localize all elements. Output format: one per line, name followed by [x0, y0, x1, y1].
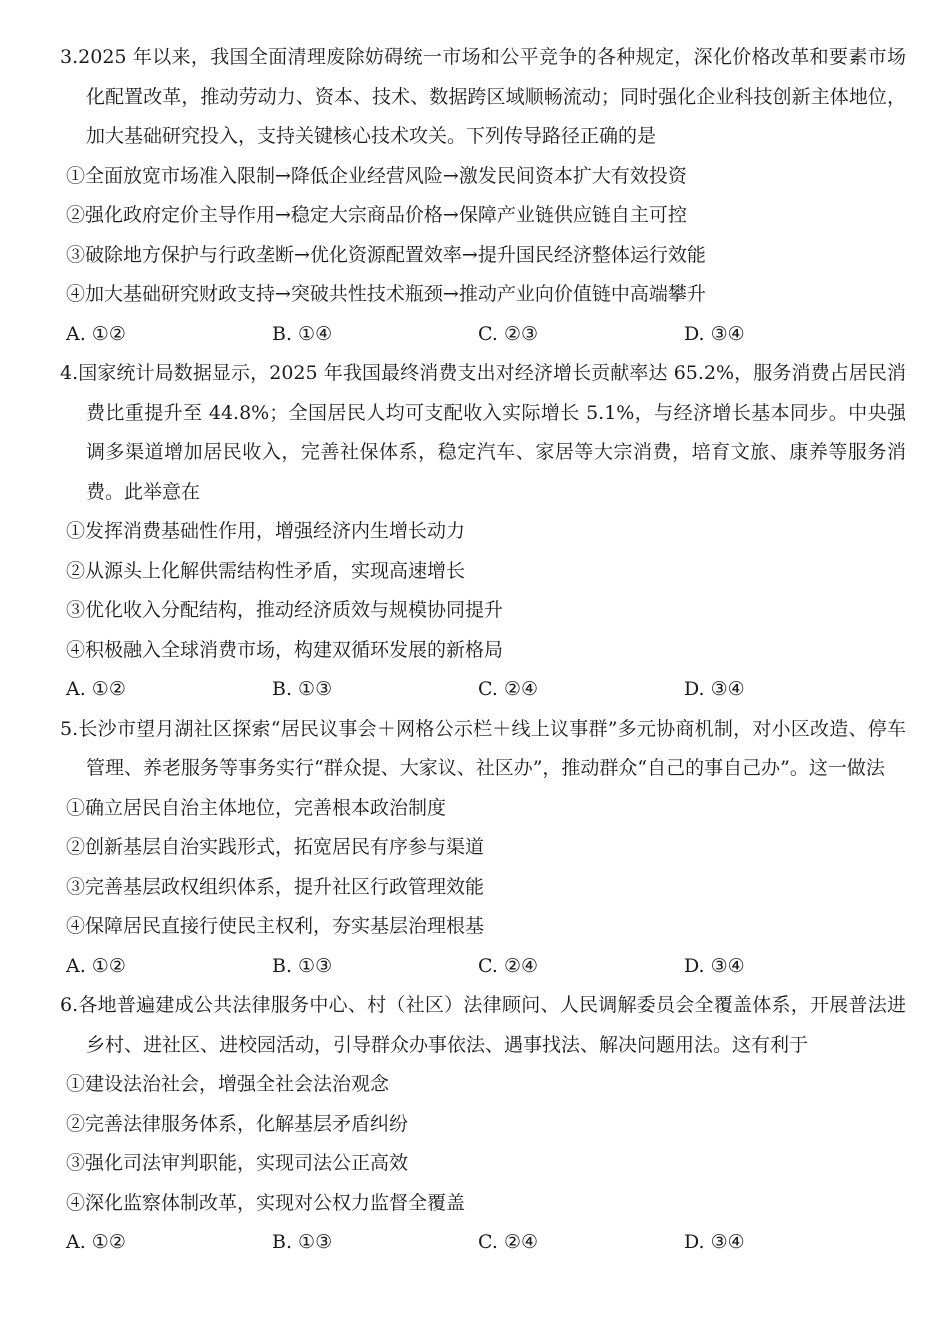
answer-choices [60, 670, 906, 710]
option-2: ②从源头上化解供需结构性矛盾，实现高速增长 [66, 559, 466, 582]
choice-b[interactable]: B. ①③ [272, 954, 333, 977]
question-text: 国家统计局数据显示，2025 年我国最终消费支出对经济增长贡献率达 65.2%，服务消费占居民消费比重提升至 44.8%；全国居民人均可支配收入实际增长 5.1%，与经济增长基本同步。中央强调多渠道增加居民收入，完善社保体系，稳定汽车、家居等大宗消费，培育文旅、康养等服务消费。此举意在 [78, 362, 906, 503]
question-4 [60, 354, 906, 710]
option-3: ③优化收入分配结构，推动经济质效与规模协同提升 [66, 599, 504, 621]
option-1: ①确立居民自治主体地位，完善根本政治制度 [66, 796, 447, 819]
question-number: 5. [60, 717, 79, 740]
question-text: 各地普遍建成公共法律服务中心、村（社区）法律顾问、人民调解委员会全覆盖体系，开展普法进乡村、进社区、进校园活动，引导群众办事依法、遇事找法、解决问题用法。这有利于 [78, 994, 906, 1056]
question-5 [60, 710, 906, 987]
option-3: ③强化司法审判职能，实现司法公正高效 [66, 1152, 409, 1174]
choice-c[interactable]: C. ②③ [478, 322, 539, 345]
question-text: 2025 年以来，我国全面清理废除妨碍统一市场和公平竞争的各种规定，深化价格改革和要素市场化配置改革，推动劳动力、资本、技术、数据跨区域顺畅流动；同时强化企业科技创新主体地位，加大基础研究投入，支持关键核心技术攻关。下列传导路径正确的是 [78, 46, 906, 147]
question-6 [60, 986, 906, 1263]
answer-choices [60, 947, 906, 987]
option-4: ④加大基础研究财政支持→突破共性技术瓶颈→推动产业向价值链中高端攀升 [66, 283, 706, 305]
question-3 [60, 38, 906, 354]
option-2: ②创新基层自治实践形式，拓宽居民有序参与渠道 [66, 836, 485, 858]
choice-b[interactable]: B. ①④ [272, 322, 333, 345]
answer-choices [60, 315, 906, 355]
question-text: 长沙市望月湖社区探索“居民议事会＋网格公示栏＋线上议事群”多元协商机制，对小区改造、停车管理、养老服务等事务实行“群众提、大家议、社区办”，推动群众“自己的事自己办”。这一做法 [78, 717, 906, 779]
choice-c[interactable]: C. ②④ [478, 1231, 539, 1253]
question-number: 4. [60, 362, 79, 384]
option-4: ④积极融入全球消费市场，构建双循环发展的新格局 [66, 638, 504, 661]
choice-a[interactable]: A. ①② [66, 1231, 126, 1253]
question-stem [60, 354, 906, 512]
choice-d[interactable]: D. ③④ [684, 954, 745, 977]
option-2: ②完善法律服务体系，化解基层矛盾纠纷 [66, 1112, 409, 1135]
choice-b[interactable]: B. ①③ [272, 1231, 333, 1253]
question-number: 3. [60, 46, 79, 68]
choice-d[interactable]: D. ③④ [684, 322, 745, 345]
choice-b[interactable]: B. ①③ [272, 678, 333, 700]
question-stem [60, 986, 906, 1065]
option-4: ④保障居民直接行使民主权利，夯实基层治理根基 [66, 915, 485, 937]
choice-c[interactable]: C. ②④ [478, 954, 539, 977]
question-stem [60, 38, 906, 157]
option-4: ④深化监察体制改革，实现对公权力监督全覆盖 [66, 1191, 466, 1214]
choice-d[interactable]: D. ③④ [684, 678, 745, 700]
choice-c[interactable]: C. ②④ [478, 678, 539, 700]
question-stem [60, 710, 906, 789]
answer-choices [60, 1223, 906, 1263]
option-2: ②强化政府定价主导作用→稳定大宗商品价格→保障产业链供应链自主可控 [66, 204, 687, 226]
option-3: ③完善基层政权组织体系，提升社区行政管理效能 [66, 875, 485, 898]
option-1: ①发挥消费基础性作用，增强经济内生增长动力 [66, 520, 466, 542]
choice-a[interactable]: A. ①② [66, 322, 126, 345]
option-1: ①建设法治社会，增强全社会法治观念 [66, 1073, 390, 1095]
choice-d[interactable]: D. ③④ [684, 1231, 745, 1253]
question-number: 6. [60, 994, 79, 1016]
choice-a[interactable]: A. ①② [66, 678, 126, 700]
option-3: ③破除地方保护与行政垄断→优化资源配置效率→提升国民经济整体运行效能 [66, 243, 706, 266]
option-1: ①全面放宽市场准入限制→降低企业经营风险→激发民间资本扩大有效投资 [66, 164, 687, 187]
choice-a[interactable]: A. ①② [66, 954, 126, 977]
